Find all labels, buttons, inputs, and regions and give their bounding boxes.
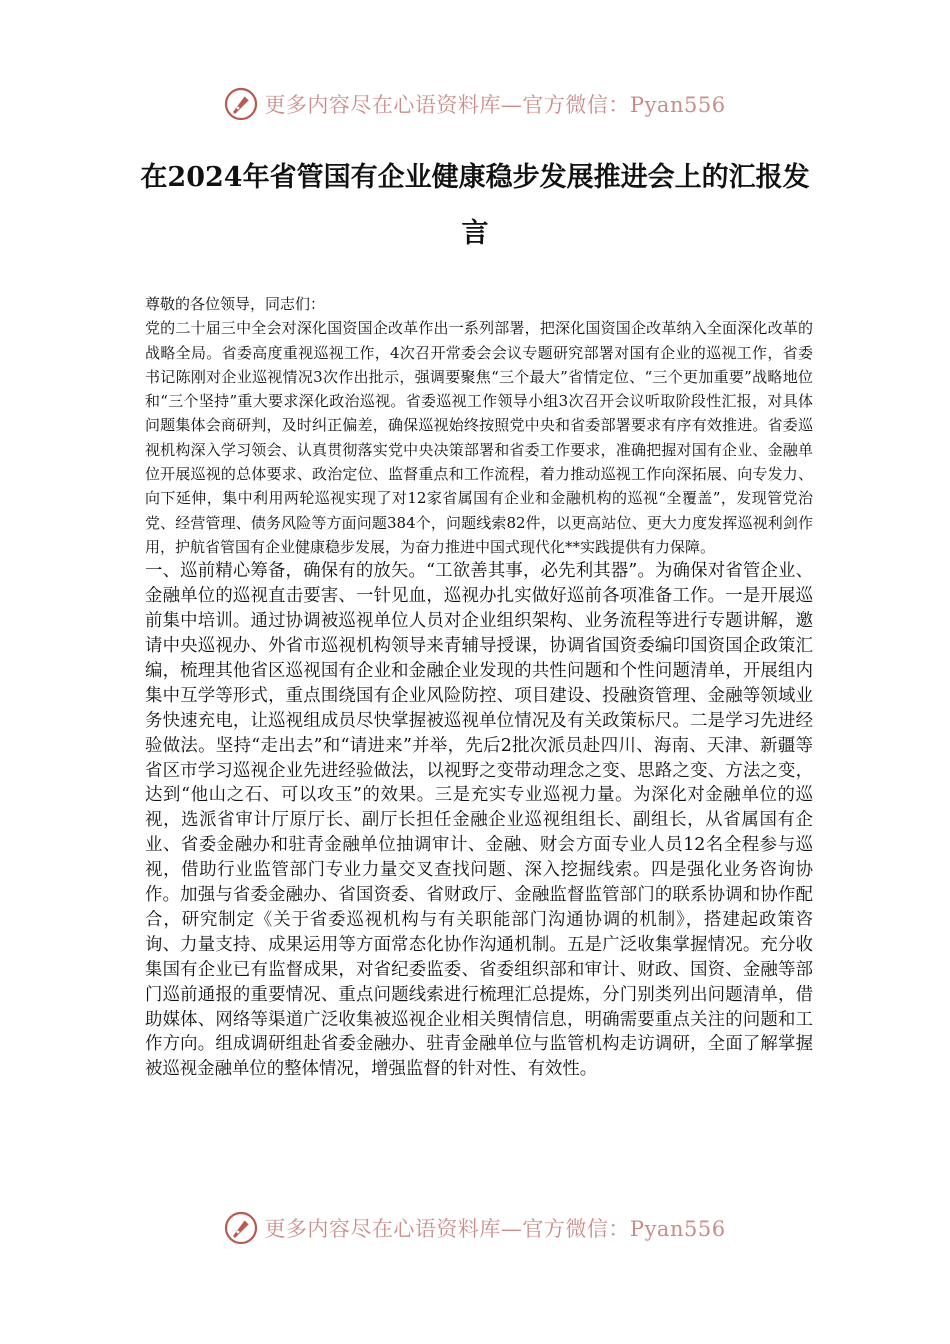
document-body: [145, 292, 813, 1082]
watermark-banner-bottom: [0, 1208, 950, 1248]
watermark-text: 更多内容尽在心语资料库—官方微信：Pyan556: [264, 93, 726, 117]
pen-nib-logo-icon: [224, 1211, 258, 1245]
watermark-banner-top: [0, 84, 950, 124]
paragraph-section-one: 一、巡前精心筹备，确保有的放矢。“工欲善其事，必先利其器”。为确保对省管企业、金融单位的巡视直击要害、一针见血，巡视办扎实做好巡前各项准备工作。一是开展巡前集中培训。通过协调被巡视单位人员对企业组织架构、业务流程等进行专题讲解，邀请中央巡视办、外省市巡视机构领导来青辅导授课，协调省国资委编印国资国企政策汇编，梳理其他省区巡视国有企业和金融企业发现的共性问题和个性问题清单，开展组内集中互学等形式，重点围绕国有企业风险防控、项目建设、投融资管理、金融等领域业务快速充电，让巡视组成员尽快掌握被巡视单位情况及有关政策标尺。二是学习先进经验做法。坚持“走出去”和“请进来”并举，先后2批次派员赴四川、海南、天津、新疆等省区市学习巡视企业先进经验做法，以视野之变带动理念之变、思路之变、方法之变，达到“他山之石、可以攻玉”的效果。三是充实专业巡视力量。为深化对金融单位的巡视，选派省审计厅原厅长、副厅长担任金融企业巡视组组长、副组长，从省属国有企业、省委金融办和驻青金融单位抽调审计、金融、财会方面专业人员12名全程参与巡视，借助行业监管部门专业力量交叉查找问题、深入挖掘线索。四是强化业务咨询协作。加强与省委金融办、省国资委、省财政厅、金融监督监管部门的联系协调和协作配合，研究制定《关于省委巡视机构与有关职能部门沟通协调的机制》，搭建起政策咨询、力量支持、成果运用等方面常态化协作沟通机制。五是广泛收集掌握情况。充分收集国有企业已有监督成果，对省纪委监委、省委组织部和审计、财政、国资、金融等部门巡前通报的重要情况、重点问题线索进行梳理汇总提炼，分门别类列出问题清单，借助媒体、网络等渠道广泛收集被巡视企业相关舆情信息，明确需要重点关注的问题和工作方向。组成调研组赴省委金融办、驻青金融单位与监管机构走访调研，全面了解掌握被巡视金融单位的整体情况，增强监督的针对性、有效性。: [145, 561, 813, 1080]
watermark-text: 更多内容尽在心语资料库—官方微信：Pyan556: [264, 1217, 726, 1241]
pen-nib-logo-icon: [224, 87, 258, 121]
salutation: 尊敬的各位领导，同志们：: [145, 295, 326, 313]
document-title: 在2024年省管国有企业健康稳步发展推进会上的汇报发言: [140, 162, 810, 249]
paragraph-intro: 党的二十届三中全会对深化国资国企改革作出一系列部署，把深化国资国企改革纳入全面深化改革的战略全局。省委高度重视巡视工作，4次召开常委会会议专题研究部署对国有企业的巡视工作，省委书记陈刚对企业巡视情况3次作出批示，强调要聚焦“三个最大”省情定位、“三个更加重要”战略地位和“三个坚持”重大要求深化政治巡视。省委巡视工作领导小组3次召开会议听取阶段性汇报，对具体问题集体会商研判，及时纠正偏差，确保巡视始终按照党中央和省委部署要求有序有效推进。省委巡视机构深入学习领会、认真贯彻落实党中央决策部署和省委工作要求，准确把握对国有企业、金融单位开展巡视的总体要求、政治定位、监督重点和工作流程，着力推动巡视工作向深拓展、向专发力、向下延伸，集中利用两轮巡视实现了对12家省属国有企业和金融机构的巡视“全覆盖”，发现管党治党、经营管理、债务风险等方面问题384个，问题线索82件，以更高站位、更大力度发挥巡视利剑作用，护航省管国有企业健康稳步发展，为奋力推进中国式现代化**实践提供有力保障。: [145, 319, 813, 556]
